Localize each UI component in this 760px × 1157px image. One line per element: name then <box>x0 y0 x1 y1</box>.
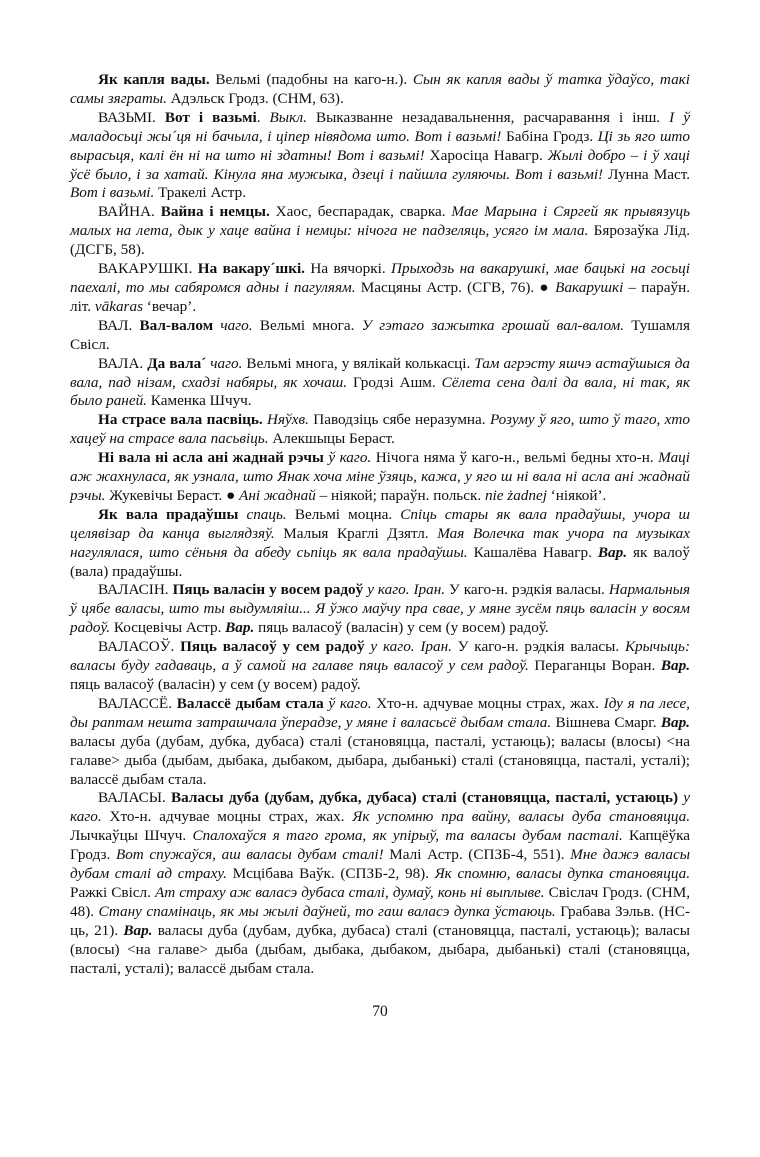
dictionary-entry <box>70 355 690 412</box>
italic-text: Мне дажэ валасы дубам сталі ад страху. <box>70 846 690 883</box>
italic-text: Мае Марына і Сяргей як прывязуць малых на лета, дык у хаце вайна і немцы: нічога не падзеляць, усяго ім мала. <box>70 203 691 240</box>
dictionary-entry <box>70 449 690 506</box>
headword: Пяць валасін у восем радоў <box>172 581 364 599</box>
entry-text: Тракелі Астр. <box>154 184 246 202</box>
headword: Ні вала ні асла ані жаднай рэчы <box>98 449 324 467</box>
italic-text: Ані жаднай <box>239 486 316 504</box>
italic-text: У гэтаго зажытка грошай вал-валом. <box>361 316 624 334</box>
entry-text: ВАЛАССЁ. <box>98 694 177 712</box>
italic-text: у каго. Іран. <box>370 638 452 656</box>
entry-text: Тушамля Свісл. <box>70 316 690 353</box>
entry-text: Лычкаўцы Шчуч. <box>70 827 193 845</box>
entry-text: Нічога няма ў каго-н., вельмі бедны хто-н. <box>371 449 659 467</box>
entry-text: Бярозаўка Лід. (ДСГБ, 58). <box>70 222 690 259</box>
entry-text: Капцёўка Гродз. <box>70 827 691 864</box>
italic-text: Сын як капля вады ў татка ўдаўсо, такі самы зяграты. <box>70 71 690 107</box>
dictionary-entry <box>70 638 690 695</box>
dictionary-entry <box>70 317 690 355</box>
italic-text: Ці зь яго што вырасьця, калі ён ні на што ні здатны! Вот і вазьмі! <box>70 127 690 164</box>
italic-text: Стану спамінаць, як мы жылі даўней, то гаш валасэ дупка ўстаюць. <box>98 902 556 920</box>
entry-text: Малыя Краглі Дзятл. <box>274 524 438 542</box>
dictionary-entry <box>70 260 690 317</box>
italic-text: Маці аж жахнуласа, як узнала, што Янак хоча міне ўзяць, кажа, у яго ш ні вала ні асла ані жаднай рэчы. <box>70 449 690 504</box>
entry-text: Гродзі Ашм. <box>347 373 442 391</box>
entry-text: ВАЛАСОЎ. <box>98 638 181 656</box>
entry-text: Свіслач Гродз. (СНМ, 48). <box>70 883 690 920</box>
headword: Да вала´ <box>147 354 207 372</box>
entry-text: ‘ніякой’. <box>546 486 607 504</box>
headword: Як капля вады. <box>98 71 210 88</box>
italic-text: Сёлета сена далі да вала, ні так, як было раней. <box>70 373 690 410</box>
entry-text: На вячоркі. <box>304 260 392 278</box>
dictionary-entry <box>70 581 690 638</box>
italic-text: спаць. <box>246 505 287 523</box>
headword: Пяць валасоў у сем радоў <box>180 638 365 656</box>
italic-text: Вот і вазьмі. <box>70 184 155 202</box>
italic-text: Вот спужаўся, аш валасы дубам сталі! <box>115 846 384 864</box>
entry-text: Бабіна Гродз. <box>501 127 598 145</box>
italic-text: ў каго. <box>328 694 372 712</box>
dictionary-entry <box>70 506 690 582</box>
italic-text: Розуму ў яго, што ў таго, хто хацеў на страсе вала пасьвіць. <box>70 411 690 448</box>
entry-text: У каго-н. рэдкія валасы. <box>451 638 625 656</box>
entry-text: Лунна Маст. <box>603 165 690 183</box>
entry-text: Хаос, беспарадак, сварка. <box>269 203 452 221</box>
italic-text: Іду я па лесе, ды раптам нешта затрашчала ўперадзе, у мяне і валасьсё дыбам стала. <box>70 694 690 731</box>
headword: На вакару´шкі. <box>197 260 305 278</box>
entry-text: – параўн. літ. <box>70 278 690 315</box>
italic-text: Жылі добро – і ў хаці ўсё было, і за хатай. Кінула яна мужыка, дзеці і пайшла гуляючы. Вот і вазьмі! <box>70 146 691 183</box>
entry-text: Пераганцы Воран. <box>528 657 661 675</box>
entry-text: Жукевічы Бераст. ● <box>105 486 240 504</box>
italic-text: І ў маладосьці жы´ця ні бачыла, і ціпер нівядома што. Вот і вазьмі! <box>70 108 691 145</box>
page-number: 70 <box>372 1003 388 1020</box>
italic-text: Вакарушкі <box>555 278 624 296</box>
italic-text: Там агрэсту яшчэ астаўшыся да вала, пад нізам, схадзі набяры, як хочаш. <box>70 354 690 391</box>
italic-text: чаго. <box>220 316 253 334</box>
headword: Валасы дуба (дубам, дубка, дубаса) сталі (становяцца, пасталі, устаюць) <box>171 789 679 807</box>
dictionary-entry <box>70 109 690 204</box>
entry-text: валасы дуба (дубам, дубка, дубаса) сталі (становяцца, пасталі, устаюць); валасы (влосы) <на галаве> дыба (дыбам, дыбака, дыбаком, дыбара, дыбанькі) сталі (становяцца, пасталі, усталі); валассё дыбам стала. <box>70 921 690 977</box>
italic-text: Спалохаўся я таго грома, як упірыў, та валасы дубам пасталі. <box>192 827 623 845</box>
italic-text: Нармальныя ў цябе валасы, што ты выдумляіш... Я ўжо маўчу пра свае, у мяне зусём пяць валасін у восям радоў. <box>70 581 691 637</box>
entry-text: Хто-н. адчувае моцны страх, жах. <box>371 694 604 712</box>
italic-text: Спіць стары як вала прадаўшы, учора ш целявізар да канца выглядзяў. <box>70 505 691 542</box>
entry-text: валасы дуба (дубам, дубка, дубаса) сталі (становяцца, пасталі, устаюць); валасы (влосы) <на галаве> дыба (дыбам, дыбака, дыбаком, дыбара, дыбанькі) сталі (становяцца, пасталі, усталі); валассё дыбам стала. <box>70 732 690 788</box>
entry-text: Малі Астр. (СПЗБ-4, 551). <box>383 846 571 864</box>
headword: Вал-валом <box>139 316 214 334</box>
headword: Валассё дыбам стала <box>176 694 324 712</box>
entry-text: Паводзіць сябе неразумна. <box>308 411 490 429</box>
entry-text: ВАЛА. <box>98 354 148 372</box>
entry-text: Вельмі (падобны на каго-н.). <box>209 71 413 88</box>
entry-text: Вельмі многа. <box>252 316 362 334</box>
entry-text: Косцевічы Астр. <box>110 619 226 637</box>
entry-text: пяць валасоў (валасін) у сем (у восем) радоў. <box>70 676 361 693</box>
entry-text: Ражкі Свісл. <box>70 883 155 901</box>
italic-text: nie żadnej <box>484 486 547 504</box>
italic-text: Ат страху аж валасэ дубаса сталі, думаў, конь ні выплыве. <box>154 883 545 901</box>
entry-text: Масцяны Астр. (СГВ, 76). ● <box>355 278 556 296</box>
italic-text: Як успомню пра вайну, валасы дуба становяцца. <box>352 808 691 826</box>
entry-text: Алекшыцы Бераст. <box>268 430 395 448</box>
variant-label: Вар. <box>660 657 690 675</box>
italic-text: у каго. Іран. <box>367 581 446 599</box>
italic-text: у каго. <box>70 789 690 826</box>
variant-label: Вар. <box>597 543 628 561</box>
entry-text: Мсцібава Ваўк. (СПЗБ-2, 98). <box>226 865 435 883</box>
dictionary-entry <box>70 789 690 978</box>
italic-text: Крычыць: валасы буду гадаваць, а ў самой на галаве пяць валасоў у сем радоў. <box>70 638 690 675</box>
entry-text: ВАЗЬМІ. <box>98 108 165 126</box>
entry-text: Вельмі моцна. <box>286 505 401 523</box>
entry-text: ВАЛАСІН. <box>98 581 173 599</box>
dictionary-page <box>70 71 690 979</box>
headword: Вайна і немцы. <box>160 203 270 221</box>
entry-text: ВАЛАСЫ. <box>98 789 172 807</box>
entry-text: ВАКАРУШКІ. <box>98 260 198 278</box>
entry-text: як валоў (вала) прадаўшы. <box>70 543 690 580</box>
variant-label: Вар. <box>123 921 153 939</box>
entry-text: Хто-н. адчувае моцны страх, жах. <box>101 808 353 826</box>
variant-label: Вар. <box>225 619 255 637</box>
entry-text: ‘вечар’. <box>142 297 197 315</box>
entry-text: пяць валасоў (валасін) у сем (у восем) радоў. <box>254 619 549 637</box>
headword: Вот і вазьмі <box>164 108 257 126</box>
entry-text: Вельмі многа, у вялікай колькасці. <box>242 354 475 372</box>
italic-text: Выкл. <box>269 108 307 126</box>
italic-text: vākaras <box>94 297 143 315</box>
entry-text: Харосіца Навагр. <box>424 146 548 164</box>
dictionary-entry <box>70 695 690 790</box>
italic-text: Мая Волечка так учора па музыках нагулялася, што сёньня да абеду сьпіць як вала прадаўшы. <box>70 524 691 561</box>
italic-text: Няўхв. <box>267 411 309 429</box>
dictionary-entry <box>70 71 690 109</box>
entry-text: ВАЙНА. <box>98 203 161 221</box>
italic-text: Прыходзь на вакарушкі, мае бацькі на госьці паехалі, то мы сабяромся адны і пагуляям. <box>70 260 690 296</box>
entry-text: Адэльск Гродз. (СНМ, 63). <box>166 89 344 107</box>
entry-text: Вішнева Смарг. <box>551 713 661 731</box>
entry-text: У каго-н. рэдкія валасы. <box>445 581 609 599</box>
variant-label: Вар. <box>660 713 690 731</box>
italic-text: Як спомню, валасы дупка становяцца. <box>434 865 690 883</box>
dictionary-entry <box>70 203 690 260</box>
headword: На страсе вала пасвіць. <box>98 411 263 429</box>
entry-text: Кашалёва Навагр. <box>467 543 598 561</box>
italic-text: ў каго. <box>328 449 372 467</box>
entry-text: Каменка Шчуч. <box>146 392 252 410</box>
headword: Як вала прадаўшы <box>98 505 239 523</box>
entry-text: ВАЛ. <box>98 316 140 334</box>
italic-text: чаго. <box>210 354 243 372</box>
entry-text: Выказванне незадавальнення, расчаравання і інш. <box>306 108 670 126</box>
entry-text: Грабава Зэльв. (НС-ць, 21). <box>70 902 691 939</box>
entry-text: – ніякой; параўн. польск. <box>315 486 485 504</box>
entry-text: . <box>256 108 270 126</box>
dictionary-entry <box>70 411 690 449</box>
